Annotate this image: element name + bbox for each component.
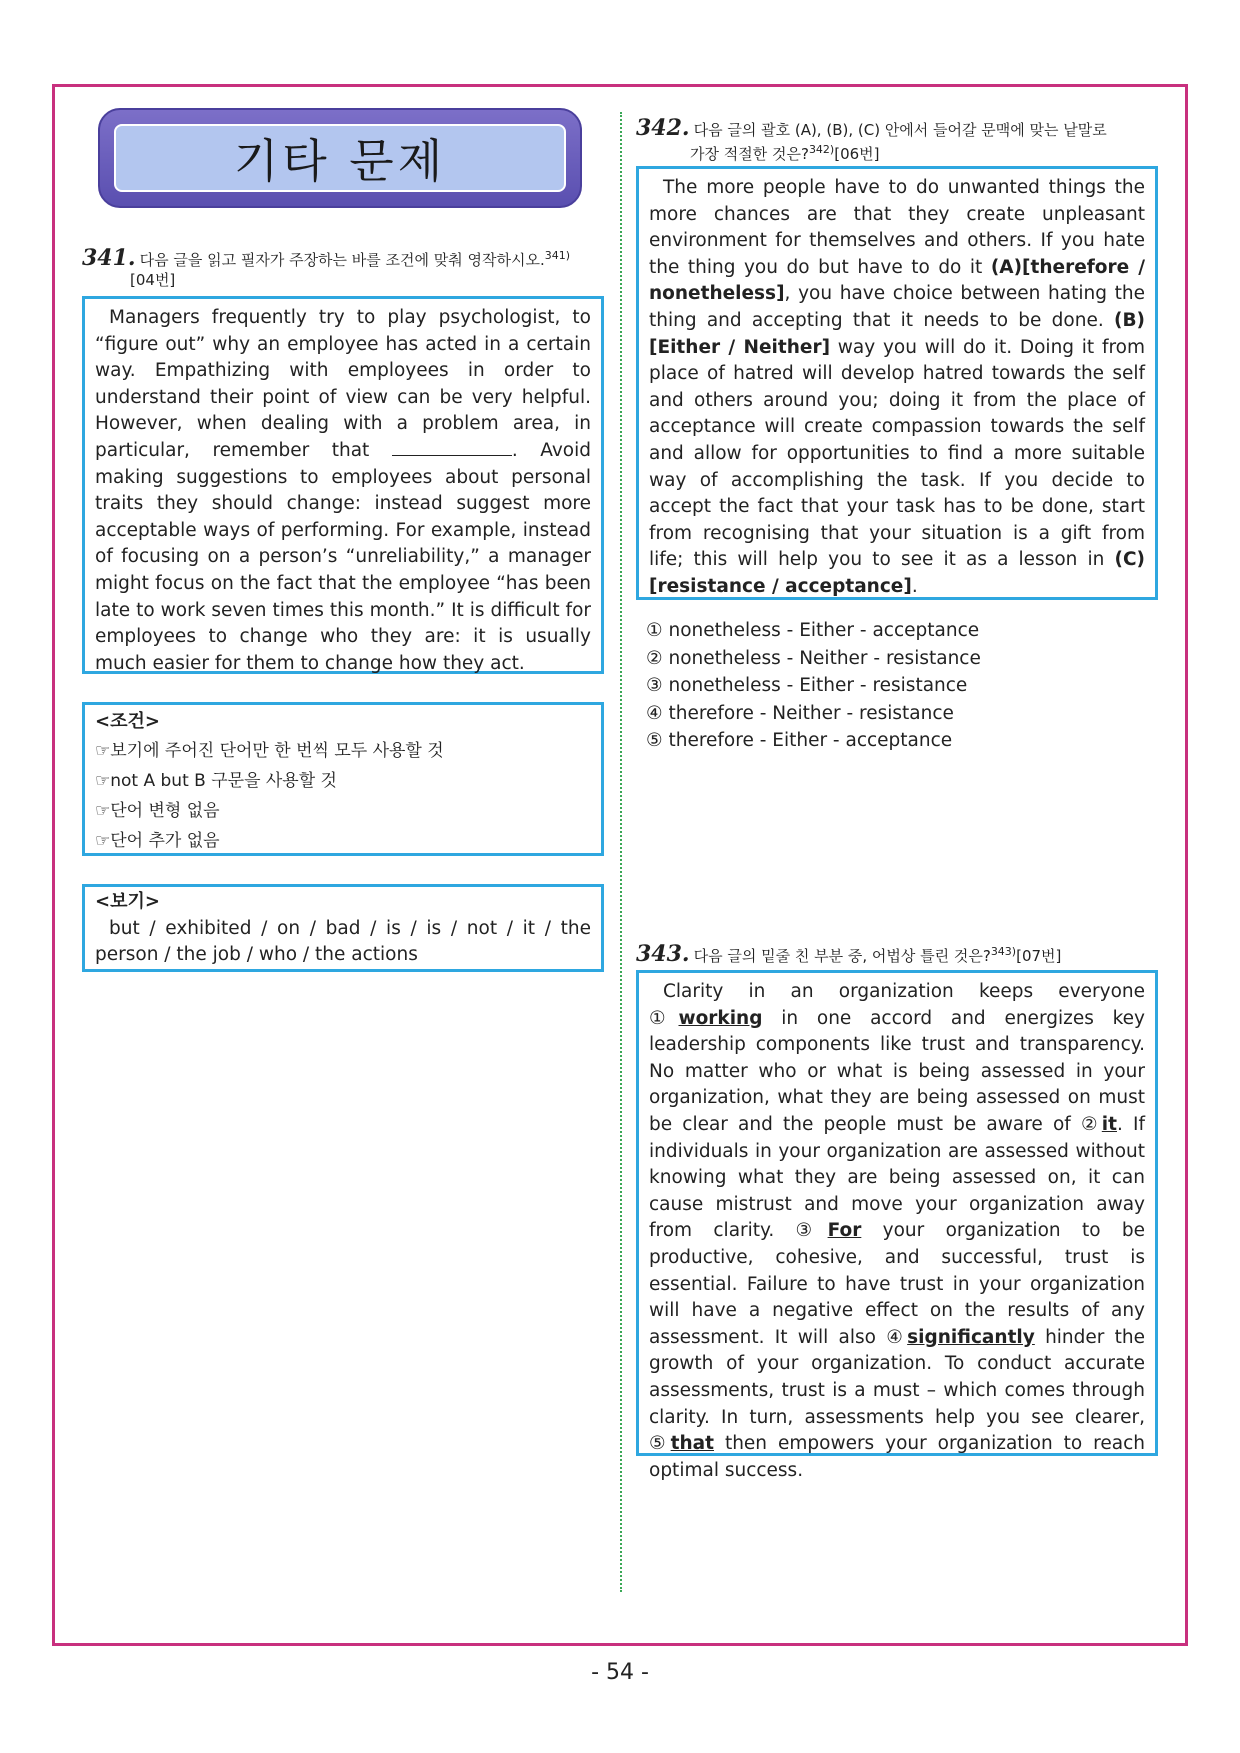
q341-passage-box (82, 296, 604, 674)
q343-instruction: 다음 글의 밑줄 친 부분 중, 어법상 틀린 것은? (693, 947, 991, 965)
q342-header (636, 115, 1176, 164)
condition-item: ☞단어 추가 없음 (95, 830, 220, 851)
q343-text: in one accord and energizes key leadership components like trust and transparency. No matter who or what is being assessed in your organization, what they are being assessed on must be clear and the people must be aware of ② (649, 1007, 1145, 1135)
q343-text: then empowers your organization to reach optimal success. (649, 1433, 1145, 1481)
choice-4[interactable]: ④ therefore - Neither - resistance (646, 702, 954, 724)
q343-header (636, 942, 1176, 966)
choice-2[interactable]: ② nonetheless - Neither - resistance (646, 647, 981, 669)
underline-4: significantly (907, 1326, 1035, 1348)
q341-passage-part1: Managers frequently try to play psychologist, to “figure out” why an employee has acted in a certain way. Empathizing with employees in order to understand their point of view can be very helpful. However, when dealing with a problem area, in particular, remember that (95, 307, 591, 461)
condition-item: ☞not A but B 구문을 사용할 것 (95, 770, 337, 791)
section-title-banner (98, 108, 582, 208)
q343-passage (649, 979, 1145, 1484)
word-list: but / exhibited / on / bad / is / is / not / it / the person / the job / who / the actions (95, 917, 591, 966)
section-title: 기타 문제 (114, 124, 566, 192)
underline-5: that (670, 1433, 714, 1455)
q341-conditions-box (82, 702, 604, 856)
q343-text: Clarity in an organization keeps everyone ① (649, 981, 1145, 1029)
q342-instruction: 다음 글의 괄호 (A), (B), (C) 안에서 들어갈 문맥에 맞는 낱말로 (693, 121, 1107, 139)
q343-text: your organization to be productive, cohesive, and successful, trust is essential. Failure to have trust in your organization will have a negative effect on the results of any assessment. It will also ④ (649, 1220, 1145, 1348)
q343-source: [07번] (1016, 947, 1062, 965)
q342-passage (649, 175, 1145, 601)
underline-3: For (827, 1220, 862, 1242)
page-number: - 54 - (591, 1660, 649, 1685)
q341-passage-part2: . Avoid making suggestions to employees about personal traits they should change: instead suggest more acceptable ways of performing. For example, instead of focusing on a person’s “unreliability,” a manager might focus on the fact that the employee “has been late to work seven times this month.” It is difficult for employees to change who they are: it is usually much easier for them to change how they act. (95, 439, 591, 674)
q342-passage-end: . (911, 575, 918, 597)
q341-passage (95, 305, 591, 677)
column-divider (620, 112, 622, 1592)
q342-footnote: 342) (808, 143, 835, 156)
words-title: <보기> (95, 891, 160, 912)
condition-item: ☞보기에 주어진 단어만 한 번씩 모두 사용할 것 (95, 740, 444, 761)
underline-2: it (1101, 1113, 1117, 1135)
q341-instruction: 다음 글을 읽고 필자가 주장하는 바를 조건에 맞춰 영작하시오. (139, 251, 545, 269)
q343-text: . If individuals in your organization are assessed without knowing what they are being assessed on, it can cause mistrust and move your organization away from clarity. ③ (649, 1113, 1145, 1242)
q343-text: hinder the growth of your organization. To conduct accurate assessments, trust is a must – which comes through clarity. In turn, assessments help you see clearer, ⑤ (649, 1326, 1145, 1455)
blank-c: (C)[resistance / acceptance] (649, 549, 1145, 597)
choice-1[interactable]: ① nonetheless - Either - acceptance (646, 620, 980, 641)
choice-3[interactable]: ③ nonetheless - Either - resistance (646, 675, 968, 696)
q341-number: 341. (82, 245, 136, 271)
q342-instruction-line2: 가장 적절한 것은? (690, 145, 809, 163)
underline-1: working (678, 1007, 763, 1029)
q343-footnote: 343) (990, 945, 1017, 958)
q341-source: [04번] (130, 271, 176, 289)
conditions-title: <조건> (95, 711, 160, 732)
q342-source: [06번] (834, 145, 880, 163)
q341-footnote: 341) (544, 249, 571, 262)
q342-passage-box (636, 166, 1158, 600)
q341-header (82, 246, 602, 290)
blank-a: (A)[therefore / nonetheless] (649, 256, 1146, 305)
choice-5[interactable]: ⑤ therefore - Either - acceptance (646, 730, 953, 751)
q341-words-box (82, 884, 604, 972)
blank-b: (B)[Either / Neither] (649, 309, 1145, 358)
answer-blank (392, 439, 512, 456)
q342-passage-part2: , you have choice between hating the thing and accepting that it needs to be done. (649, 283, 1145, 331)
q342-number: 342. (636, 115, 690, 141)
condition-item: ☞단어 변형 없음 (95, 800, 220, 821)
q343-passage-box (636, 970, 1158, 1481)
q342-passage-part3: way you will do it. Doing it from place of hatred will develop hatred towards the self and others around you; doing it from the place of acceptance will create compassion towards the self and allow for opportunities to find a more suitable way of accomplishing the task. If you decide to accept the fact that your task has to be done, start from recognising that your situation is a gift from life; this will help you to see it as a lesson in (649, 336, 1145, 571)
q343-number: 343. (636, 941, 690, 967)
q342-choices (646, 617, 981, 755)
q342-passage-part1: The more people have to do unwanted things the more chances are that they create unpleasant environment for themselves and others. If you hate the thing you do but have to do it (649, 177, 1145, 278)
